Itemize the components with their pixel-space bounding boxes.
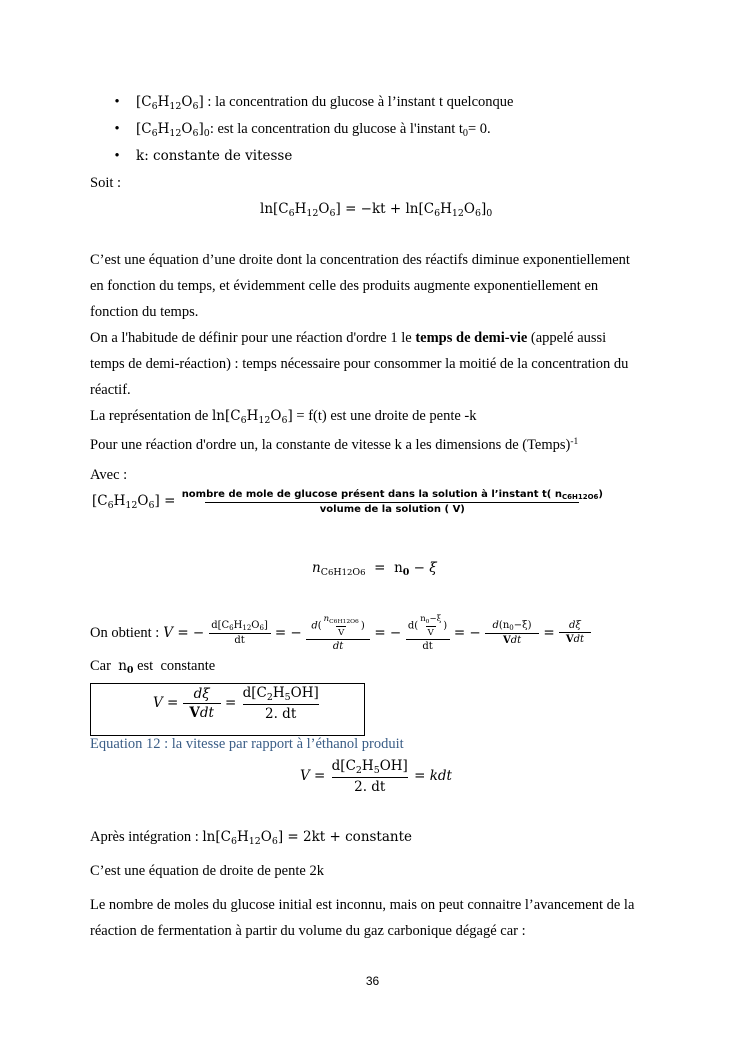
paragraph-line: fonction du temps.: [90, 304, 199, 320]
slope-text: C’est une équation de droite de pente 2k: [90, 863, 324, 879]
equation-ln-concentration: $\ln[C_6H_{12}O_6] = -kt + \ln[C_6H_{12}O_6]_0$: [260, 201, 493, 219]
integration-line: [90, 828, 412, 851]
constant-note: Car $n_0$ est constante: [90, 658, 216, 676]
moles-advancement-equation: $n_{C6H12O6} = n_0 - \xi$: [312, 560, 437, 578]
concentration-definition-equation: $[C_6H_{12}O_6]$ = nombre de mole de glucose présent dans la solution à l’instant t( $n_{C6H12O6}$) volume de la solution ( V): [92, 489, 603, 516]
para2-pre: On a l'habitude de définir pour une réaction d'ordre 1 le: [90, 330, 416, 346]
para2-post: (appelé aussi: [527, 330, 607, 346]
concentration-definition-numerator: nombre de mole de glucose présent dans la solution à l’instant t( $n_{C6H12O6}$): [181, 489, 603, 502]
bullet-1-text: : la concentration du glucose à l’instant t quelconque: [203, 94, 514, 110]
bullet-item-2: [136, 120, 491, 143]
bullet-item-1: [136, 93, 513, 116]
repr-formula: $\ln[C_6H_{12}O_6]$: [211, 408, 293, 426]
representation-line: [90, 407, 477, 430]
page-number: 36: [365, 974, 380, 988]
paragraph-line: réactif.: [90, 382, 131, 398]
rate-derivation-line: On obtient : V = − $\frac{d[C_6H_{12}O_6]}{dt}$ = − d( $\frac{n_{C6H12O6}}{V}$ ) dt = − d( $\frac{n_0-\xi}{V}$ ) dt = − $\frac{d(n_0-\xi)}{\text{Vdt}}$ = $\frac{d\xi}{\text{Vdt}}$: [90, 614, 591, 652]
glucose-concentration-formula: $[C_6H_{12}O_6]$: [136, 94, 204, 112]
paragraph-line: réaction de fermentation à partir du volume du gaz carbonique dégagé car :: [90, 923, 526, 939]
paragraph-line: Le nombre de moles du glucose initial est inconnu, mais on peut connaitre l’avancement de la: [90, 897, 635, 913]
velocity-kdt-equation: V = $\frac{d[C_2H_5OH]}{2. dt}$ = kdt: [300, 758, 452, 795]
integration-equation: $\ln[C_6H_{12}O_6] = 2kt$ + constante: [202, 829, 413, 847]
bullet-dot: •: [114, 94, 120, 110]
repr-post: = f(t) est une droite de pente -k: [292, 408, 477, 424]
concentration-definition-denominator: volume de la solution ( V): [205, 502, 579, 515]
obtient-label: On obtient :: [90, 624, 160, 641]
bullet-3-text: : constante de vitesse: [144, 148, 293, 164]
bullet-dot: •: [114, 148, 120, 164]
soit-label: Soit :: [90, 175, 122, 191]
repr-pre: La représentation de: [90, 408, 212, 424]
half-life-term: temps de demi-vie: [415, 330, 528, 346]
paragraph-line: en fonction du temps, et évidemment celle des produits augmente exponentiellement en: [90, 278, 599, 294]
avec-label: Avec :: [90, 467, 128, 483]
initial-glucose-concentration-formula: $[C_6H_{12}O_6]_0$: [136, 121, 210, 139]
rate-constant-symbol: k: [136, 148, 145, 164]
paragraph-line: temps de demi-réaction) : temps nécessaire pour consommer la moitié de la concentration du: [90, 356, 629, 372]
bullet-2-text: : est la concentration du glucose à l'instant $t_0= 0$.: [209, 121, 491, 140]
integration-label: Après intégration :: [90, 829, 199, 845]
paragraph-line: C’est une équation d’une droite dont la concentration des réactifs diminue exponentiellement: [90, 252, 630, 268]
bullet-dot: •: [114, 121, 120, 137]
equation-caption: Equation 12 : la vitesse par rapport à l’éthanol produit: [90, 736, 404, 752]
half-life-definition-line: [90, 329, 606, 347]
order-exponent: -1: [570, 437, 579, 447]
boxed-velocity-equation: V = $\frac{d\xi}{\text{Vdt}}$ = $\frac{d[C_2H_5OH]}{2. dt}$: [153, 685, 319, 722]
order-dimension-line: [90, 433, 578, 454]
bullet-item-3: [136, 147, 292, 165]
order-text: Pour une réaction d'ordre un, la constante de vitesse k a les dimensions de (Temps): [90, 437, 571, 454]
